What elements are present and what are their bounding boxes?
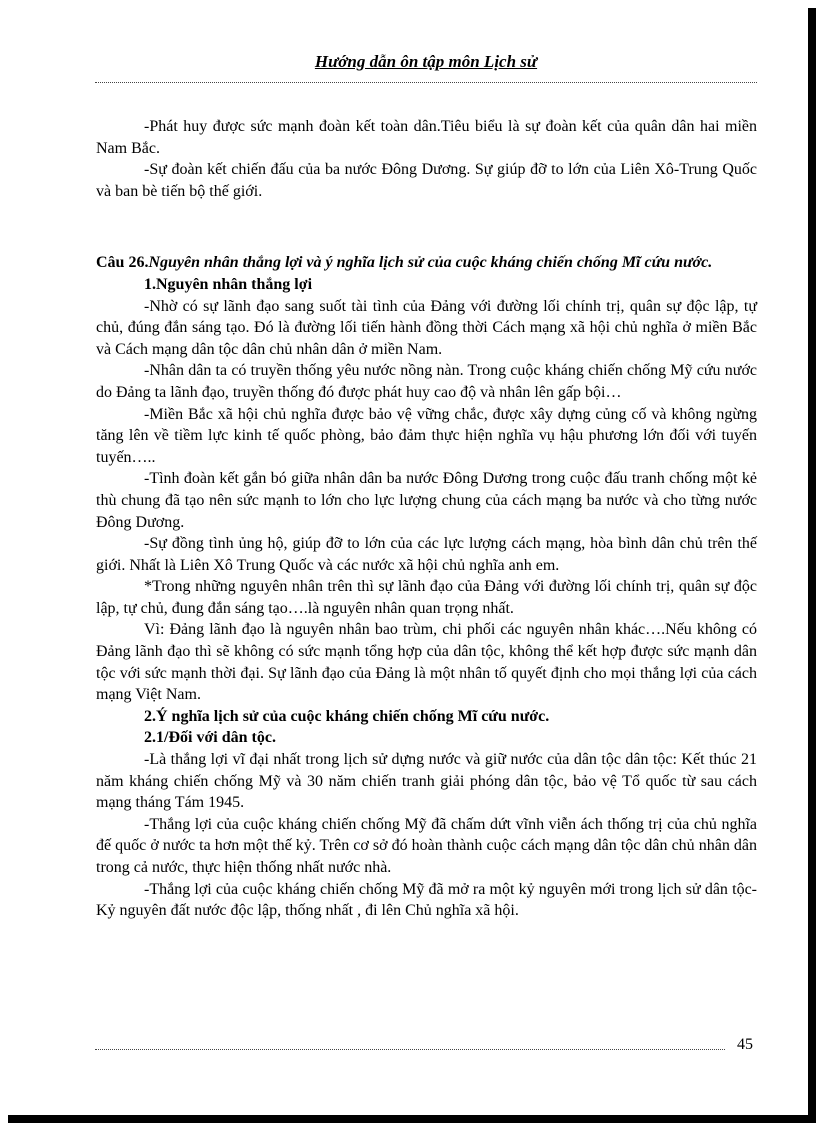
- section2-paragraph-1: -Là thắng lợi vĩ đại nhất trong lịch sử dựng nước và giữ nước của dân tộc dân tộc: Kết thúc 21 năm kháng chiến chống Mỹ và 30 năm chiến tranh giải phóng dân tộc, bảo vệ Tổ quốc từ sau cách mạng tháng Tám 1945.: [96, 751, 757, 812]
- section2-heading: 2.Ý nghĩa lịch sử của cuộc kháng chiến chống Mĩ cứu nước.: [144, 707, 550, 725]
- page-number: 45: [737, 1036, 753, 1053]
- section1-paragraph-2: -Nhân dân ta có truyền thống yêu nước nồng nàn. Trong cuộc kháng chiến chống Mỹ cứu nước do Đảng ta lãnh đạo, truyền thống đó được phát huy cao độ và nhân lên gấp bội…: [96, 362, 757, 401]
- footer-divider: [95, 1049, 725, 1050]
- question-number: Câu 26.: [96, 254, 149, 272]
- document-body: [96, 116, 757, 922]
- section1-paragraph-4: -Tình đoàn kết gắn bó giữa nhân dân ba nước Đông Dương trong cuộc đấu tranh chống một kẻ thù chung đã tạo nên sức mạnh to lớn cho lực lượng chung của cách mạng ba nước và cho từng nước Đông Dương.: [96, 470, 757, 531]
- page-shadow-bottom: [8, 1115, 816, 1123]
- page-shadow-right: [808, 8, 816, 1123]
- section2-paragraph-3: -Thắng lợi của cuộc kháng chiến chống Mỹ đã mở ra một kỷ nguyên mới trong lịch sử dân tộc-Kỷ nguyên đất nước độc lập, thống nhất , đi lên Chủ nghĩa xã hội.: [96, 880, 757, 920]
- section2-subheading: 2.1/Đối với dân tộc.: [144, 729, 276, 747]
- question-title: [96, 252, 757, 274]
- section1-paragraph-3: -Miền Bắc xã hội chủ nghĩa được bảo vệ vững chắc, được xây dựng củng cố và không ngừng tăng lên về tiềm lực kinh tế quốc phòng, bảo đảm thực hiện nghĩa vụ hậu phương lớn đối với tuyến tuyến…..: [96, 405, 757, 466]
- header-title: Hướng dẫn ôn tập môn Lịch sử: [314, 52, 538, 71]
- intro-paragraph-1: -Phát huy được sức mạnh đoàn kết toàn dân.Tiêu biểu là sự đoàn kết của quân dân hai miền Nam Bắc.: [96, 118, 757, 157]
- section1-paragraph-6: *Trong những nguyên nhân trên thì sự lãnh đạo của Đảng với đường lối chính trị, quân sự độc lập, tự chủ, đung đắn sáng tạo….là nguyên nhân quan trọng nhất.: [96, 578, 757, 617]
- section1-heading: 1.Nguyên nhân thắng lợi: [144, 275, 313, 293]
- intro-paragraph-2: -Sự đoàn kết chiến đấu của ba nước Đông Dương. Sự giúp đỡ to lớn của Liên Xô-Trung Quốc và ban bè tiến bộ thế giới.: [96, 161, 757, 200]
- section1-paragraph-1: -Nhờ có sự lãnh đạo sang suốt tài tình của Đảng với đường lối chính trị, quân sự độc lập, tự chủ, đúng đắn sáng tạo. Đó là đường lối tiến hành đồng thời Cách mạng xã hội chủ nghĩa ở miền Bắc và Cách mạng dân tộc dân chủ nhân dân ở miền Nam.: [96, 297, 757, 358]
- section1-paragraph-7: Vì: Đảng lãnh đạo là nguyên nhân bao trùm, chi phối các nguyên nhân khác….Nếu không có Đảng lãnh đạo thì sẽ không có sức mạnh tổng hợp của dân tộc, không thể kết hợp được sức mạnh dân tộc với sức mạnh thời đại. Sự lãnh đạo của Đảng là một nhân tố quyết định cho mọi thắng lợi của cách mạng Việt Nam.: [96, 621, 757, 704]
- header-divider: [95, 82, 757, 83]
- section2-paragraph-2: -Thắng lợi của cuộc kháng chiến chống Mỹ đã chấm dứt vĩnh viễn ách thống trị của chủ nghĩa đế quốc ở nước ta hơn một thế kỷ. Trên cơ sở đó hoàn thành cuộc cách mạng dân tộc dân chủ nhân dân trong cả nước, thực hiện thống nhất nước nhà.: [96, 815, 757, 876]
- page-header: [95, 52, 757, 72]
- question-topic: Nguyên nhân thắng lợi và ý nghĩa lịch sử của cuộc kháng chiến chống Mĩ cứu nước.: [148, 254, 713, 272]
- section-spacer: [96, 202, 757, 252]
- section1-paragraph-5: -Sự đồng tình ủng hộ, giúp đỡ to lớn của các lực lượng cách mạng, hòa bình dân chủ trên thế giới. Nhất là Liên Xô Trung Quốc và các nước xã hội chủ nghĩa anh em.: [96, 535, 757, 574]
